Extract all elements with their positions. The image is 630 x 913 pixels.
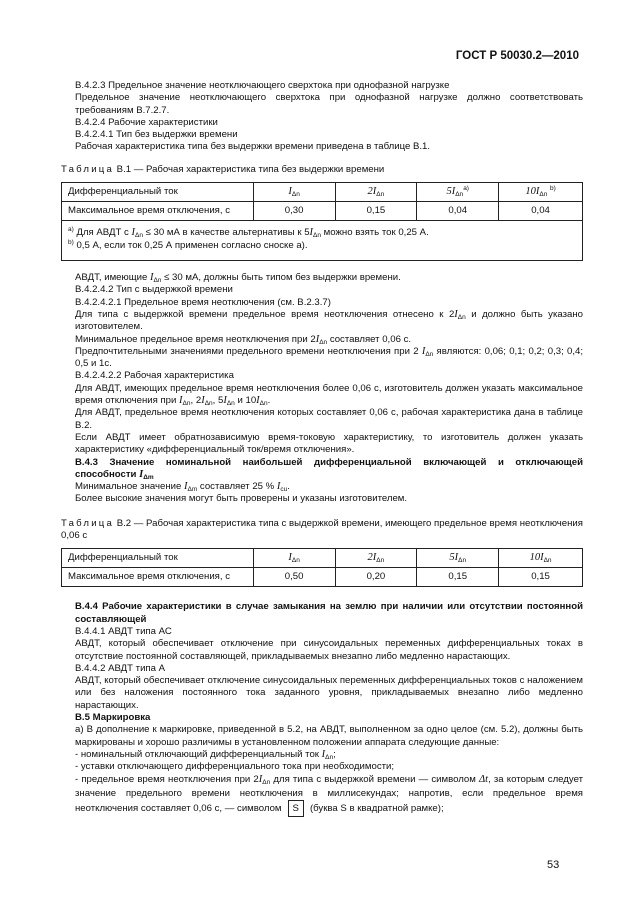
- section-b42422-p3: Если АВДТ имеет обратнозависимую время-токовую характеристику, то изготовитель должен указать характеристику «дифференциальный ток/время отключения».: [75, 431, 583, 456]
- section-b5-title: В.5 Маркировка: [75, 711, 151, 723]
- section-b4241-title: В.4.2.4.1 Тип без выдержки времени: [75, 129, 238, 141]
- section-b4241-text: Рабочая характеристика типа без выдержки времени приведена в таблице В.1.: [75, 141, 431, 153]
- section-b42421-p2: Минимальное предельное время неотключения при $2I_{\Delta n}$ составляет 0,06 с.: [75, 333, 412, 346]
- section-b42421-p3: Предпочтительными значениями предельного времени неотключения при 2 $I_{\Delta n}$ являются: 0,06; 0,1; 0,2; 0,3; 0,4; 0,5 и 1с.: [75, 345, 583, 370]
- section-b43-title: В.4.3 Значение номинальной наибольшей дифференциальной включающей и отключающей способности $I_{\Delta m}$: [75, 456, 583, 481]
- table1-cell: 0,15: [335, 202, 417, 221]
- table2-row1-label: Дифференциальный ток: [62, 549, 254, 568]
- table2: [61, 548, 583, 587]
- table2-row2-label: Максимальное время отключения, с: [62, 568, 254, 587]
- section-b423-text: Предельное значение неотключающего сверхтока при однофазной нагрузке должно соответствовать требованиям В.7.2.7.: [75, 92, 583, 116]
- table1-notes: [62, 221, 583, 261]
- table1-cell: 0,30: [253, 202, 335, 221]
- table2-cell: 0,15: [417, 568, 499, 587]
- section-b42422-p1: Для АВДТ, имеющих предельное время неотключения более 0,06 с, изготовитель должен указать максимальное время отключения при $I_{\Delta n}$, $2I_{\Delta n}$, $5I_{\Delta n}$ и $10I_{\Delta n}$.: [75, 382, 583, 408]
- section-b43-p1: Минимальное значение $I_{\Delta m}$ составляет 25 % $I_{cu}$.: [75, 481, 290, 494]
- table1: [61, 182, 583, 261]
- section-b442-text: АВДТ, который обеспечивает отключение синусоидальных переменных дифференциальных токов с наложением или без наложения постоянного тока заданного уровня, прикладываемых внезапно либо медленно нарастающих.: [75, 675, 583, 711]
- table1-note-b: $^{b)}$ 0,5 А, если ток 0,25 А применен согласно сноске а).: [68, 238, 308, 251]
- section-b42422-title: В.4.2.4.2.2 Рабочая характеристика: [75, 370, 234, 382]
- table1-note-a: $^{а)}$ Для АВДТ с $I_{\Delta n} \le 30$ мА в качестве альтернативы к $5I_{\Delta n}$ можно взять ток 0,25 А.: [68, 226, 429, 240]
- table1-cell: 0,04: [499, 202, 583, 221]
- section-b5-item2: - уставки отключающего дифференциального тока при необходимости;: [75, 761, 395, 773]
- section-b424-title: В.4.2.4 Рабочие характеристики: [75, 116, 218, 128]
- table2-cell: 0,20: [335, 568, 417, 587]
- section-b441-title: В.4.4.1 АВДТ типа АС: [75, 625, 172, 637]
- section-b43-p2: Более высокие значения могут быть проверены и указаны изготовителем.: [75, 493, 408, 505]
- table1-col-i: $I_{\Delta n}$: [253, 183, 335, 202]
- section-b42421-p1: Для типа с выдержкой времени предельное время неотключения отнесено к $2I_{\Delta n}$ и должно быть указано изготовителем.: [75, 308, 583, 333]
- section-b441-text: АВДТ, который обеспечивает отключение при синусоидальных переменных дифференциальных токах в отсутствие постоянной составляющей, прикладываемых внезапно либо медленно нарастающих.: [75, 638, 583, 662]
- page-content: [61, 80, 583, 817]
- table1-row-time: [62, 202, 583, 221]
- section-b442-title: В.4.4.2 АВДТ типа А: [75, 662, 166, 674]
- table1-notes-row: [62, 221, 583, 261]
- table1-row1-label: Дифференциальный ток: [62, 183, 254, 202]
- table2-col-5i: $5I_{\Delta n}$: [417, 549, 499, 568]
- page-number: 53: [547, 859, 560, 871]
- section-b42422-p2: Для АВДТ, предельное время неотключения которых составляет 0,06 с, рабочая характеристика дана в таблице В.2.: [75, 407, 583, 431]
- s-box-symbol: S: [288, 800, 304, 817]
- section-b4242-title: В.4.2.4.2 Тип с выдержкой времени: [75, 284, 233, 296]
- table2-col-i: $I_{\Delta n}$: [253, 549, 335, 568]
- table2-col-10i: $10I_{\Delta n}$: [499, 549, 583, 568]
- section-b42421-title: В.4.2.4.2.1 Предельное время неотключения (см. В.2.3.7): [75, 296, 331, 308]
- document-code: ГОСТ Р 50030.2—2010: [455, 50, 579, 62]
- avdt-paragraph: АВДТ, имеющие $I_{\Delta n} \le 30$ мА, должны быть типом без выдержки времени.: [75, 272, 401, 285]
- section-b5-item3: - предельное время неотключения при $2I_{\Delta n}$ для типа с выдержкой времени — символом Δt, за которым следует значение предельного времени неотключения в миллисекундах; напротив, если предельное время неотключения составляет 0,06 с, — символом S (буква S в квадратной рамке);: [75, 773, 583, 817]
- section-b5-item1: - номинальный отключающий дифференциальный ток $I_{\Delta n}$;: [75, 748, 336, 761]
- table1-col-2i: $2I_{\Delta n}$: [335, 183, 417, 202]
- section-b5-p1: а) В дополнение к маркировке, приведенной в 5.2, на АВДТ, выполненном за одно целое (см. 5.2), должны быть маркированы и хорошо различимы в установленном положении аппарата следующие данные:: [75, 724, 583, 748]
- table2-row-current: [62, 549, 583, 568]
- table2-caption: Таблица В.2 — Рабочая характеристика типа с выдержкой времени, имеющего предельное время неотключения 0,06 с: [61, 517, 583, 542]
- table1-col-10i: $10I_{\Delta n}$ $^{b)}$: [499, 183, 583, 202]
- table1-row2-label: Максимальное время отключения, с: [62, 202, 254, 221]
- table2-cell: 0,50: [253, 568, 335, 587]
- table1-col-5i: $5I_{\Delta n}^{а)}$: [417, 183, 499, 202]
- table2-row-time: [62, 568, 583, 587]
- section-b423-title: В.4.2.3 Предельное значение неотключающего сверхтока при однофазной нагрузке: [75, 80, 450, 91]
- table1-caption: Таблица В.1 — Рабочая характеристика типа без выдержки времени: [61, 163, 385, 175]
- table2-col-2i: $2I_{\Delta n}$: [335, 549, 417, 568]
- table1-cell: 0,04: [417, 202, 499, 221]
- section-b44-title: В.4.4 Рабочие характеристики в случае замыкания на землю при наличии или отсутствии постоянной составляющей: [75, 601, 583, 625]
- table1-row-current: [62, 183, 583, 202]
- table2-cell: 0,15: [499, 568, 583, 587]
